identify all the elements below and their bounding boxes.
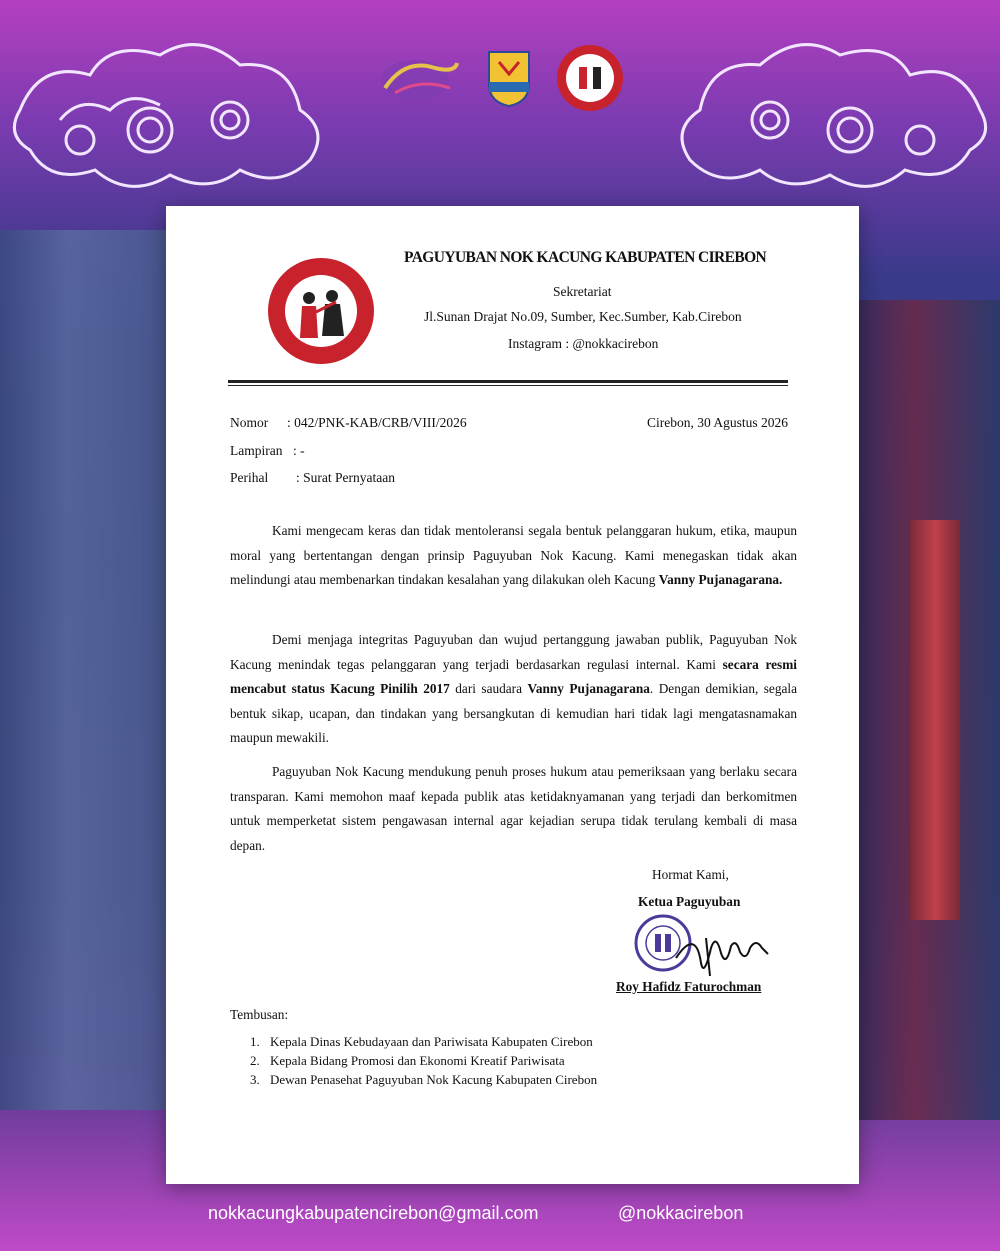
nomor-label: Nomor [230,415,269,430]
cloud-ornament-left [0,20,340,210]
regency-crest-logo [485,48,533,108]
header-logo-row [375,38,625,118]
paragraph-2-text-c: dari saudara [449,681,528,696]
cc-title: Tembusan: [230,1007,289,1022]
festival-logo [375,48,463,108]
footer-instagram[interactable]: @nokkacirebon [618,1203,744,1223]
lampiran-label: Lampiran [230,443,283,458]
paragraph-1-name: Vanny Pujanagarana. [658,572,783,587]
signatory-role: Ketua Paguyuban [638,894,741,909]
letter-paper [166,206,859,1184]
cc-item-number: 3. [250,1072,260,1087]
lampiran-value: : - [293,443,305,458]
paguyuban-round-logo [555,43,625,113]
paragraph-2-name: Vanny Pujanagarana [527,681,650,696]
cc-item-text: Kepala Dinas Kebudayaan dan Pariwisata Kabupaten Cirebon [270,1034,593,1049]
nomor-value: : 042/PNK-KAB/CRB/VIII/2026 [287,415,467,430]
organization-name: PAGUYUBAN NOK KACUNG KABUPATEN CIREBON [404,249,767,266]
cc-item-text: Kepala Bidang Promosi dan Ekonomi Kreatif Pariwisata [270,1053,565,1068]
perihal-label: Perihal [230,470,269,485]
cc-item [230,1032,597,1051]
letterhead-divider-thick [228,380,788,383]
secretariat-label: Sekretariat [553,284,612,299]
handwritten-signature [666,918,776,980]
cc-item [230,1070,597,1089]
footer-email[interactable]: nokkacungkabupatencirebon@gmail.com [208,1203,539,1223]
cc-list [230,1032,597,1089]
organization-logo [266,256,376,366]
paragraph-3: Paguyuban Nok Kacung mendukung penuh proses hukum atau pemeriksaan yang berlaku secara transparan. Kami memohon maaf kepada publik atas ketidaknyamanan yang terjadi dan berkomitmen untuk memperketat sistem pengawasan internal agar kejadian serupa tidak terulang kembali di masa depan. [230,764,797,853]
cc-item-text: Dewan Penasehat Paguyuban Nok Kacung Kabupaten Cirebon [270,1072,598,1087]
paragraph-1-text: Kami mengecam keras dan tidak mentoleransi segala bentuk pelanggaran hukum, etika, maupun moral yang bertentangan dengan prinsip Paguyuban Nok Kacung. Kami menegaskan tidak akan melindungi atau membenarkan tindakan kesalahan yang dilakukan oleh Kacung [230,523,797,587]
perihal-value: : Surat Pernyataan [296,470,395,485]
letterhead-divider-thin [228,385,788,386]
background-pillar-left [0,230,170,1110]
background-red-column [910,520,960,920]
paragraph-2-emphasis: secara resmi mencabut status Kacung Pinilih 2017 [230,656,798,696]
closing-salutation: Hormat Kami, [652,867,729,882]
cc-item-number: 1. [250,1034,260,1049]
paragraph-2-text-e: . Dengan demikian, segala bentuk sikap, ucapan, dan tindakan yang bersangkutan di kemudian hari tidak lagi mengatasnamakan maupun mewakili. [230,681,797,745]
place-date: Cirebon, 30 Agustus 2026 [647,415,789,430]
paragraph-2 [230,628,797,751]
organization-instagram: Instagram : @nokkacirebon [508,336,659,351]
cc-item-number: 2. [250,1053,260,1068]
signatory-name: Roy Hafidz Faturochman [616,979,762,994]
paragraph-1 [230,519,797,593]
cloud-ornament-right [660,20,1000,210]
paragraph-2-text-a: Demi menjaga integritas Paguyuban dan wujud pertanggung jawaban publik, Paguyuban Nok Kacung menindak tegas pelanggaran yang terjadi berdasarkan regulasi internal. Kami [230,632,797,672]
organization-address: Jl.Sunan Drajat No.09, Sumber, Kec.Sumber, Kab.Cirebon [424,309,742,324]
cc-item [230,1051,597,1070]
